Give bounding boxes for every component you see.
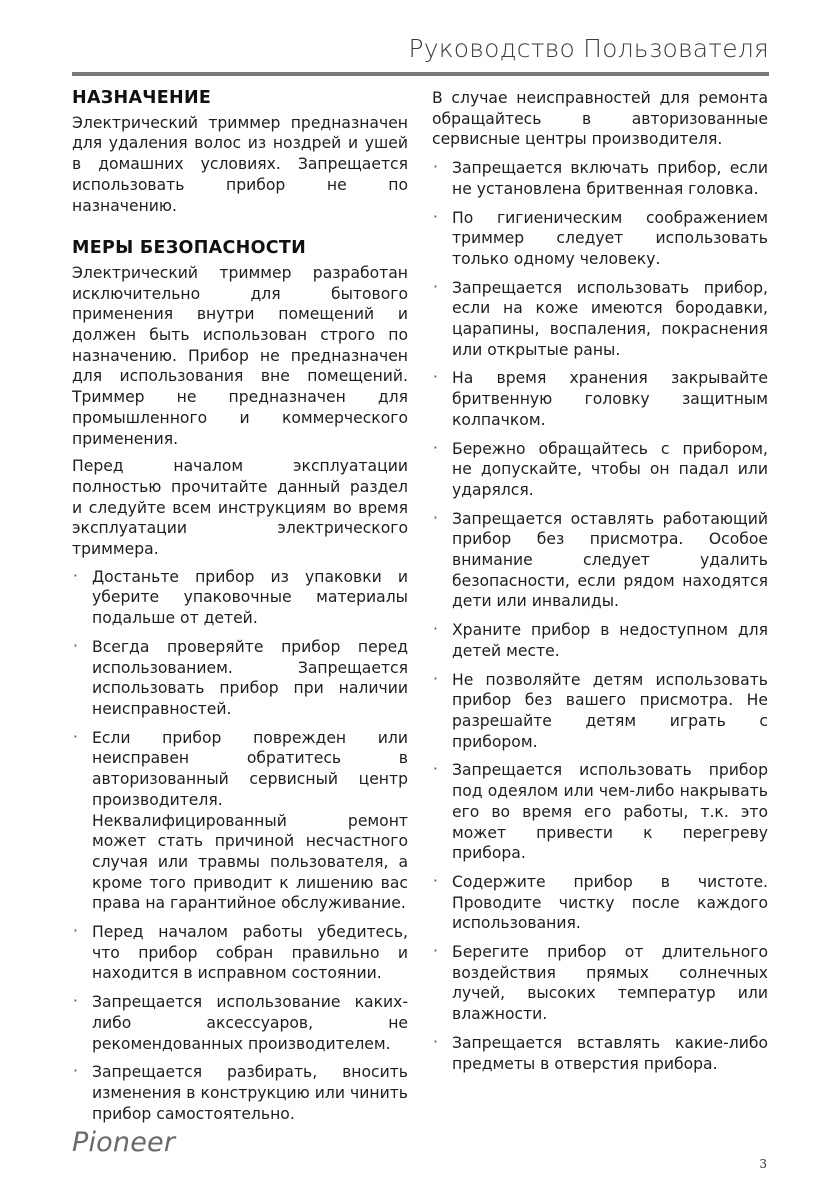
list-item: · Запрещается включать прибор, если не установлена бритвенная головка. xyxy=(432,158,768,199)
list-item: · На время хранения закрывайте бритвенную головку защитным колпачком. xyxy=(432,368,768,430)
safety-heading: МЕРЫ БЕЗОПАСНОСТИ xyxy=(72,238,307,259)
right-column xyxy=(432,88,768,1082)
list-item: · Храните прибор в недоступном для детей месте. xyxy=(432,620,768,661)
purpose-heading: НАЗНАЧЕНИЕ xyxy=(72,88,212,108)
purpose-text: Электрический триммер предназначен для удаления волос из ноздрей и ушей в домашних условиях. Запрещается использовать прибор не по назначению. xyxy=(72,113,408,215)
page-header-title: Руководство Пользователя xyxy=(408,34,769,63)
left-bullet-list xyxy=(72,567,408,1125)
right-bullet-list xyxy=(432,158,768,1074)
list-item: · По гигиеническим соображением триммер следует использовать только одному человеку. xyxy=(432,208,768,270)
list-item: · Запрещается использовать прибор, если на коже имеются бородавки, царапины, воспаления, покраснения или открытые раны. xyxy=(432,278,768,361)
brand-logo: Pioneer xyxy=(72,1127,176,1158)
header-divider xyxy=(72,72,769,76)
list-item: · Запрещается использовать прибор под одеялом или чем-либо накрывать его во время его работы, т.к. это может привести к перегреву прибора. xyxy=(432,760,768,864)
list-item: · Берегите прибор от длительного воздействия прямых солнечных лучей, высоких температур или влажности. xyxy=(432,942,768,1025)
page-number: 3 xyxy=(759,1157,767,1171)
repair-intro: В случае неисправностей для ремонта обращайтесь в авторизованные сервисные центры производителя. xyxy=(432,89,768,149)
list-item: · Перед началом работы убедитесь, что прибор собран правильно и находится в исправном состоянии. xyxy=(72,922,408,984)
safety-paragraph-1: Электрический триммер разработан исключительно для бытового применения внутри помещений и должен быть использован строго по назначению. Прибор не предназначен для использования вне помещений. Триммер не предназначен для промышленного и коммерческого применения. xyxy=(72,263,408,448)
left-column xyxy=(72,88,408,1132)
list-item: · Если прибор поврежден или неисправен обратитесь в авторизованный сервисный центр производителя. Неквалифицированный ремонт может стать причиной несчастного случая или травмы пользователя, а кроме того приводит к лишению вас права на гарантийное обслуживание. xyxy=(72,728,408,914)
list-item: · Достаньте прибор из упаковки и уберите упаковочные материалы подальше от детей. xyxy=(72,567,408,629)
list-item: · Запрещается вставлять какие-либо предметы в отверстия прибора. xyxy=(432,1033,768,1074)
list-item: · Запрещается использование каких-либо аксессуаров, не рекомендованных производителем. xyxy=(72,992,408,1054)
list-item: · Всегда проверяйте прибор перед использованием. Запрещается использовать прибор при наличии неисправностей. xyxy=(72,637,408,720)
list-item: · Бережно обращайтесь с прибором, не допускайте, чтобы он падал или ударялся. xyxy=(432,439,768,501)
list-item: · Не позволяйте детям использовать прибор без вашего присмотра. Не разрешайте детям играть с прибором. xyxy=(432,670,768,753)
list-item: · Запрещается разбирать, вносить изменения в конструкцию или чинить прибор самостоятельно. xyxy=(72,1062,408,1124)
list-item: · Запрещается оставлять работающий прибор без присмотра. Особое внимание следует удалить безопасности, если рядом находятся дети или инвалиды. xyxy=(432,509,768,613)
list-item: · Содержите прибор в чистоте. Проводите чистку после каждого использования. xyxy=(432,872,768,934)
safety-paragraph-2: Перед началом эксплуатации полностью прочитайте данный раздел и следуйте всем инструкциям во время эксплуатации электрического триммера. xyxy=(72,457,408,559)
